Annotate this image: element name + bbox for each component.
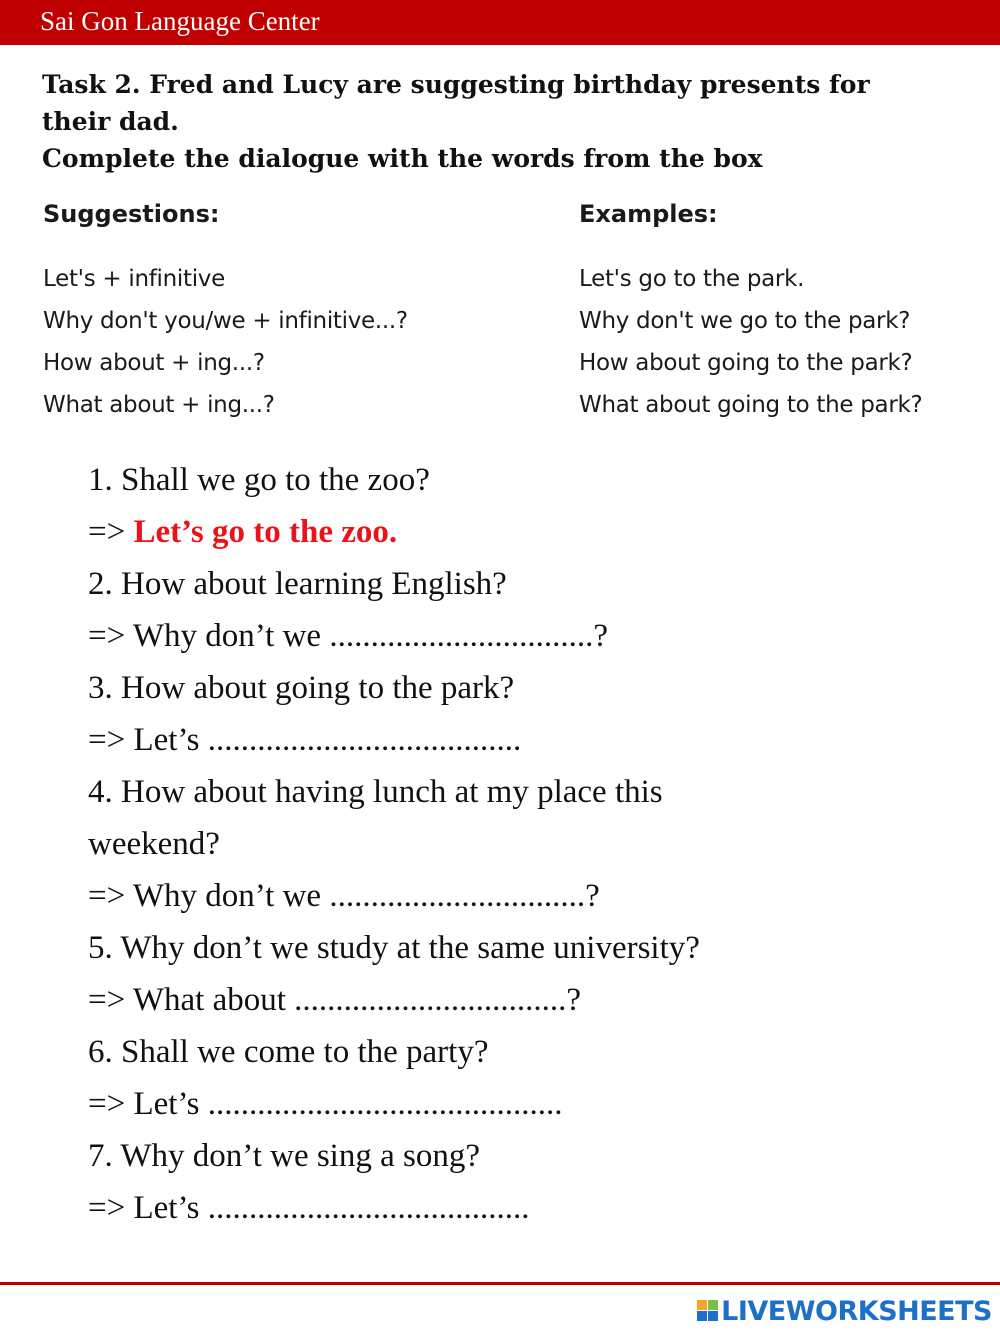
answer-4-blank[interactable]: => Why don’t we ...............................? [88, 878, 600, 914]
example-item: Why don't we go to the park? [579, 308, 911, 334]
question-4-line-2: weekend? [88, 826, 220, 862]
answer-2-blank[interactable]: => Why don’t we ................................? [88, 618, 608, 654]
suggestions-heading: Suggestions: [43, 200, 220, 228]
logo-text: LIVEWORKSHEETS [721, 1295, 992, 1327]
example-item: What about going to the park? [579, 392, 923, 418]
answer-5-blank[interactable]: => What about .................................? [88, 982, 582, 1018]
answer-7-blank[interactable]: => Let’s ....................................... [88, 1190, 530, 1226]
task-instructions [42, 66, 972, 177]
question-7: 7. Why don’t we sing a song? [88, 1138, 480, 1174]
task-line-3: Complete the dialogue with the words from the box [42, 144, 763, 173]
task-line-1: Task 2. Fred and Lucy are suggesting birthday presents for [42, 70, 870, 99]
question-2: 2. How about learning English? [88, 566, 507, 602]
answer-1-example: Let’s go to the zoo. [133, 514, 398, 550]
question-4-line-1: 4. How about having lunch at my place this [88, 774, 663, 810]
example-item: Let's go to the park. [579, 266, 805, 292]
question-5: 5. Why don’t we study at the same university? [88, 930, 700, 966]
suggestion-item: How about + ing...? [43, 350, 265, 376]
question-1: 1. Shall we go to the zoo? [88, 462, 430, 498]
question-3: 3. How about going to the park? [88, 670, 515, 706]
examples-heading: Examples: [579, 200, 718, 228]
header-title: Sai Gon Language Center [40, 6, 320, 36]
example-item: How about going to the park? [579, 350, 913, 376]
dialogue-exercise [88, 454, 968, 1234]
suggestion-item: Let's + infinitive [43, 266, 225, 292]
examples-column [579, 194, 922, 426]
suggestion-item: Why don't you/we + infinitive...? [43, 308, 408, 334]
answer-6-blank[interactable]: => Let’s ........................................... [88, 1086, 563, 1122]
question-6: 6. Shall we come to the party? [88, 1034, 489, 1070]
liveworksheets-logo-icon [697, 1300, 719, 1322]
task-line-2: their dad. [42, 107, 179, 136]
liveworksheets-logo [697, 1294, 992, 1328]
suggestion-item: What about + ing...? [43, 392, 275, 418]
footer-divider [0, 1282, 1000, 1285]
answer-3-blank[interactable]: => Let’s ...................................... [88, 722, 522, 758]
answer-1-prefix: => [88, 514, 134, 550]
header-bar [0, 0, 1000, 45]
answer-1 [88, 506, 968, 558]
suggestions-column [43, 194, 408, 426]
